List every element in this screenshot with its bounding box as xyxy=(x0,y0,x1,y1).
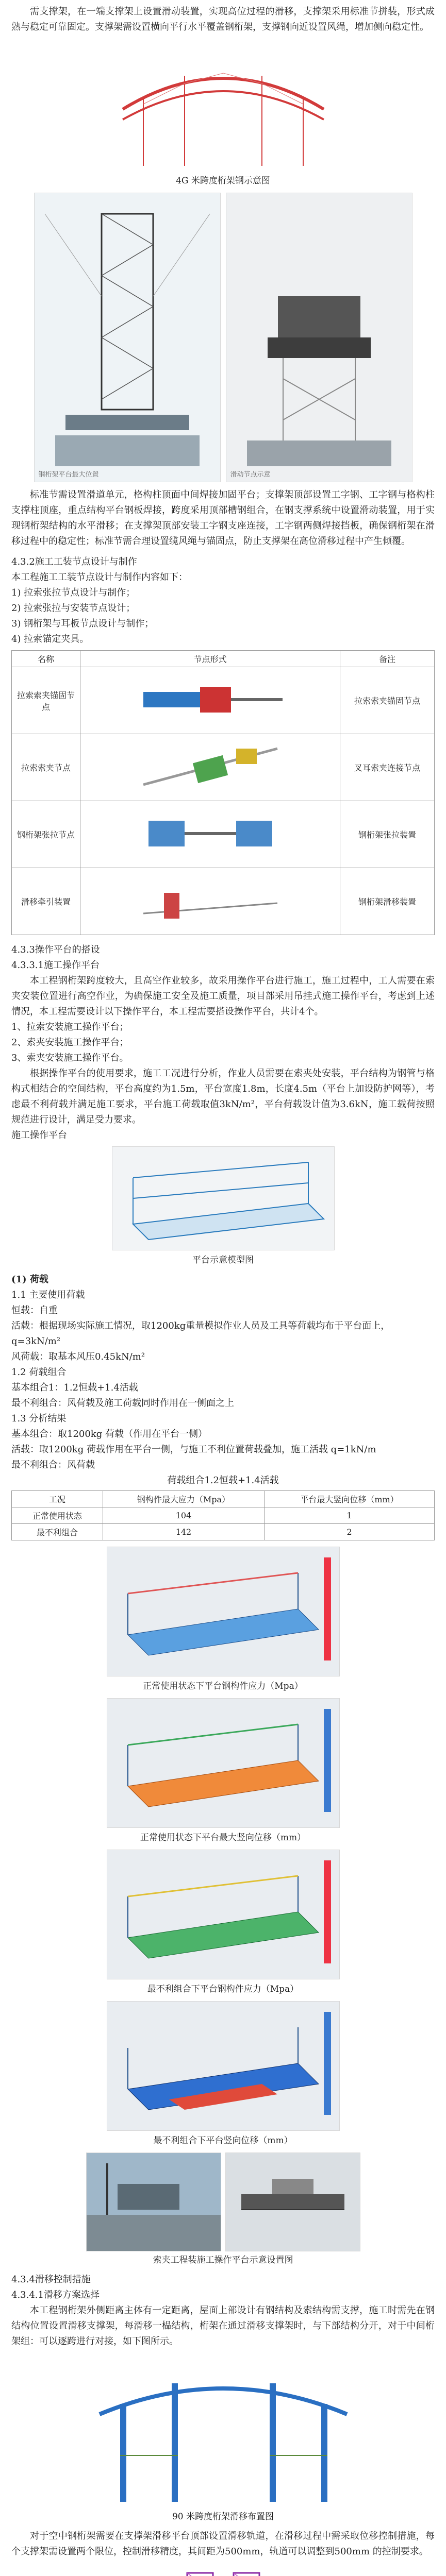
load-line: 风荷载：取基本风压0.45kN/m² xyxy=(11,1351,145,1362)
list-item: 2) 拉索张拉与安装节点设计； xyxy=(11,603,136,614)
node-table xyxy=(11,650,435,935)
site-photo-right xyxy=(226,2153,360,2251)
platform-paragraph: 本工程钢桁架跨度较大，且高空作业较多，故采用操作平台进行施工，施工过程中，工人需要在索夹安装位置进行高空作业，为确保施工安全及施工质量，项目部采用吊挂式施工操作平台，考虑到上述情况，本工程需要设计以下操作平台，本工程需要搭设操作平台，共计4个。 xyxy=(11,975,435,1017)
fea-caption: 最不利组合下平台钢构件应力（Mpa） xyxy=(147,1984,299,1994)
node-label: 滑动节点示意 xyxy=(230,471,271,479)
fea-figure xyxy=(107,2001,340,2131)
table-cell-image xyxy=(80,734,340,801)
fea-figure xyxy=(107,1698,340,1828)
support-description: 标准节需设置滑道单元，格构柱顶面中间焊接加固平台；支撑架顶部设置工字钢、工字钢与格构柱支撑柱顶座，重点结构平台钢板焊接，跨度采用顶部槽钢组合，在钢支撑系统中设置滑动装置，用于实现钢桁架结构的水平滑移；在支撑架顶部安装工字钢支座连接，工字钢两侧焊接挡板，确保钢桁架在滑移过程中的稳定性；标准节需合理设置缆风绳与锚固点，防止支撑架在高位滑移过程中产生倾覆。 xyxy=(11,489,435,547)
platform-model-figure xyxy=(112,1146,335,1250)
fea-displacement-worst xyxy=(107,2002,339,2130)
support-tower-figure xyxy=(34,193,221,482)
load-line: 活载：取1200kg 荷载作用在平台一侧，与施工不利位置荷载叠加，施工活载 q=1kN/m xyxy=(11,1444,376,1455)
load-line: 活载：根据现场实际施工情况，取1200kg重量模拟作业人员及工具等荷载均布于平台面上，q=3kN/m² xyxy=(11,1320,390,1347)
platform-figure-label: 施工操作平台 xyxy=(11,1130,67,1141)
table-header-row xyxy=(12,1491,435,1507)
fea-figure xyxy=(107,1850,340,1979)
table-row xyxy=(12,734,435,801)
site-photo xyxy=(225,2153,360,2251)
fea-stress-normal xyxy=(107,1547,339,1676)
table-cell: 2 xyxy=(265,1524,435,1540)
table-cell: 拉索索夹锚固节点 xyxy=(12,667,80,734)
load-line: 基本组合：取1200kg 荷载（作用在平台一侧） xyxy=(11,1429,207,1439)
anchor-node-image xyxy=(133,671,288,728)
fea-caption: 正常使用状态下平台钢构件应力（Mpa） xyxy=(143,1681,303,1691)
fea-stress-worst xyxy=(107,1850,339,1979)
site-photo xyxy=(86,2153,221,2251)
table-row xyxy=(12,868,435,935)
table-cell: 钢桁架滑移装置 xyxy=(340,868,435,935)
table-cell: 钢桁架张拉装置 xyxy=(340,801,435,868)
table-cell: 叉耳索夹连接节点 xyxy=(340,734,435,801)
list-item: 1、拉索安装施工操作平台； xyxy=(11,1022,129,1032)
table-header-row xyxy=(12,651,435,667)
list-item: 4) 拉索锚定夹具。 xyxy=(11,634,89,645)
load-line: 恒载：自重 xyxy=(11,1305,58,1316)
table-header-cell: 钢构件最大应力（Mpa） xyxy=(103,1491,264,1507)
sliding-control-paragraph: 对于空中钢桁架需要在支撑架滑移平台顶部设置滑移轨道，在滑移过程中需采取位移控制措施，每个支撑架需设置两个限位，控制滑移精度，其间距为500mm，轨道可以调整到500mm 的控制要求。 xyxy=(11,2531,435,2557)
truss-figure-caption: 4G 米跨度桁架钢示意图 xyxy=(176,176,270,186)
load-line: 基本组合1：1.2恒载+1.4活载 xyxy=(11,1382,138,1393)
platform-caption: 平台示意模型图 xyxy=(192,1255,254,1265)
table-cell: 拉索索夹节点 xyxy=(12,734,80,801)
node-illustration xyxy=(226,193,412,482)
table-cell: 钢桁架张拉节点 xyxy=(12,801,80,868)
table-row xyxy=(12,667,435,734)
sliding-layout-caption: 90 米跨度桁架滑移布置图 xyxy=(172,2512,274,2522)
sliding-layout-illustration xyxy=(89,2352,357,2507)
sliding-node-figure xyxy=(226,193,412,482)
table-cell: 142 xyxy=(103,1524,264,1540)
intro-paragraph: 需支撑架，在一端支撑架上设置滑动装置，实现高位过程的滑移，支撑架采用标准节拼装，形式成熟与稳定可靠固定。支撑架需设置横向平行水平覆盖钢桁架，支撑钢向近设置风绳，增加侧向稳定性。 xyxy=(11,6,435,32)
table-cell: 104 xyxy=(103,1507,264,1524)
load-line: 最不利组合：风荷载及施工荷载同时作用在一侧面之上 xyxy=(11,1398,234,1409)
table-header-cell: 备注 xyxy=(340,651,435,667)
sliding-paragraph: 本工程钢桁架外侧距离主体有一定距离，屋面上部设计有钢结构及索结构需支撑，施工时需先在钢结构位置设置滑移支撑架，每滑移一榀结构，桁架在通过滑移支撑架时，与下部结构分开，对于中间桁架组：可以逐跨进行对接，如下图所示。 xyxy=(11,2305,435,2347)
shoring-frame-illustration xyxy=(167,2563,280,2576)
load-title: (1) 荷载 xyxy=(11,1274,48,1285)
sliding-layout-figure xyxy=(89,2352,357,2507)
fea-caption: 正常使用状态下平台最大竖向位移（mm） xyxy=(140,1833,306,1843)
table-cell-image xyxy=(80,868,340,935)
table-cell: 1 xyxy=(265,1507,435,1524)
list-item: 3、索夹安装施工操作平台。 xyxy=(11,1053,129,1063)
list-item: 1) 拉索张拉节点设计与制作； xyxy=(11,587,136,598)
results-table xyxy=(11,1490,435,1540)
table-cell: 滑移牵引装置 xyxy=(12,868,80,935)
truss-figure xyxy=(112,42,334,171)
fea-displacement-normal xyxy=(107,1699,339,1827)
list-item: 2、索夹安装施工操作平台； xyxy=(11,1037,129,1048)
truss-illustration xyxy=(112,42,334,171)
shoring-frame-figure xyxy=(167,2563,280,2576)
table-cell-image xyxy=(80,801,340,868)
table-cell: 正常使用状态 xyxy=(12,1507,103,1524)
table-cell-image xyxy=(80,667,340,734)
table-cell: 最不利组合 xyxy=(12,1524,103,1540)
table-cell: 拉索索夹锚固节点 xyxy=(340,667,435,734)
load-line: 1.3 分析结果 xyxy=(11,1413,67,1424)
fea-caption: 最不利组合下平台竖向位移（mm） xyxy=(153,2136,293,2146)
section-4-3-2-title: 4.3.2施工工装节点设计与制作 xyxy=(11,556,137,567)
table-header-cell: 平台最大竖向位移（mm） xyxy=(265,1491,435,1507)
list-item: 3) 钢桁架与耳板节点设计与制作； xyxy=(11,618,154,629)
table-header-cell: 名称 xyxy=(12,651,80,667)
section-4-3-2-intro: 本工程施工工装节点设计与制作内容如下： xyxy=(11,572,188,583)
table-header-cell: 节点形式 xyxy=(80,651,340,667)
traction-device-image xyxy=(133,872,288,929)
tower-label: 钢桁架平台最大位置 xyxy=(38,471,99,479)
tension-node-image xyxy=(133,805,288,862)
photo-caption: 索夹工程装施工操作平台示意设置图 xyxy=(153,2255,293,2265)
site-photo-left xyxy=(87,2153,221,2251)
table-row xyxy=(12,1507,435,1524)
tower-illustration xyxy=(35,193,220,482)
load-subtitle: 1.1 主要使用荷载 xyxy=(11,1290,85,1300)
section-4-3-3-1-title: 4.3.3.1施工操作平台 xyxy=(11,960,100,971)
clamp-node-image xyxy=(133,738,288,795)
table-header-cell: 工况 xyxy=(12,1491,103,1507)
fea-figure xyxy=(107,1547,340,1676)
load-line: 荷载组合1.2恒载+1.4活载 xyxy=(167,1475,279,1486)
platform-analysis-paragraph: 根据操作平台的使用要求，施工工况进行分析，作业人员需要在索夹处安装，平台结构为钢管与格构式相结合的空间结构，平台高度约为1.5m，平台宽度1.8m，长度4.5m（平台上加设防护网等），考虑最不利荷载并满足施工要求，平台施工荷载取值3kN/m²，平台荷载设计值为3.6kN，施工载荷按照规范进行设计，满足受力要求。 xyxy=(11,1068,435,1125)
platform-illustration xyxy=(112,1147,334,1250)
section-4-3-4-title: 4.3.4滑移控制措施 xyxy=(11,2274,91,2285)
load-line: 1.2 荷载组合 xyxy=(11,1367,67,1378)
table-row xyxy=(12,1524,435,1540)
section-4-3-3-title: 4.3.3操作平台的搭设 xyxy=(11,944,100,955)
load-line: 最不利组合：风荷载 xyxy=(11,1460,95,1470)
section-4-3-4-1-title: 4.3.4.1滑移方案选择 xyxy=(11,2290,100,2300)
table-row xyxy=(12,801,435,868)
